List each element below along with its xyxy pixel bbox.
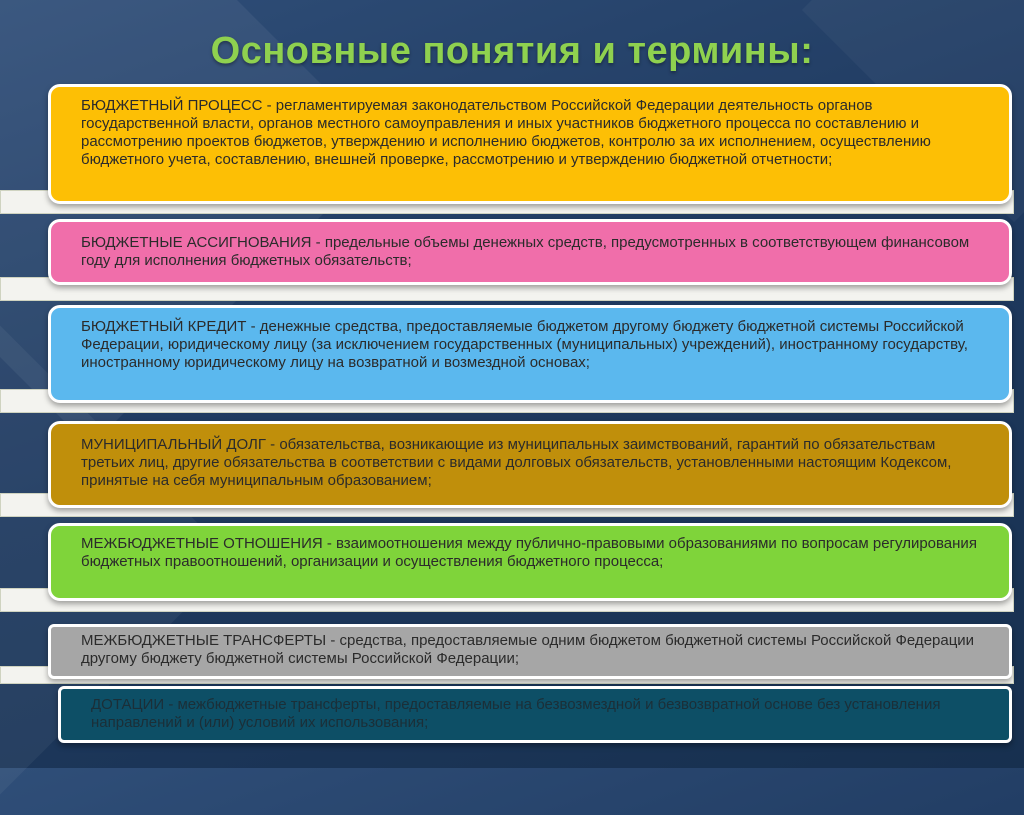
term-text: ДОТАЦИИ - межбюджетные трансферты, предоставляемые на безвозмездной и безвозвратной основе без установления направлений и (или) условий их использования; [91,696,941,731]
term-text: МУНИЦИПАЛЬНЫЙ ДОЛГ - обязательства, возникающие из муниципальных заимствований, гарантий по обязательствам третьих лиц, другие обязательства в соответствии с видами долговых обязательств, установленными настоящим Кодексом, принятые на себя муниципальным образованием; [81,436,952,489]
term-card-interbudget-transfers [48,624,1012,679]
term-card-interbudget-relations [48,523,1012,601]
term-text: БЮДЖЕТНЫЙ ПРОЦЕСС - регламентируемая законодательством Российской Федерации деятельность органов государственной власти, органов местного самоуправления и иных участников бюджетного процесса по составлению и рассмотрению проектов бюджетов, утверждению и исполнению бюджетов, контролю за их исполнением, осуществлению бюджетного учета, составлению, внешней проверке, рассмотрению и утверждению бюджетной отчетности; [81,97,931,168]
term-text: МЕЖБЮДЖЕТНЫЕ ОТНОШЕНИЯ - взаимоотношения между публично-правовыми образованиями по вопросам регулирования бюджетных правоотношений, организации и осуществления бюджетного процесса; [81,535,977,570]
term-card-subsidies [58,686,1012,743]
term-card-budget-credit [48,305,1012,403]
term-text: БЮДЖЕТНЫЕ АССИГНОВАНИЯ - предельные объемы денежных средств, предусмотренных в соответствующем финансовом году для исполнения бюджетных обязательств; [81,234,970,269]
slide-title: Основные понятия и термины: [210,30,814,72]
term-text: БЮДЖЕТНЫЙ КРЕДИТ - денежные средства, предоставляемые бюджетом другому бюджету бюджетной системы Российской Федерации, юридическому лицу (за исключением государственных (муниципальных) учреждений), иностранному государству, иностранному юридическому лицу на возвратной и возмездной основах; [81,318,968,371]
term-text: МЕЖБЮДЖЕТНЫЕ ТРАНСФЕРТЫ - средства, предоставляемые одним бюджетом бюджетной системы Российской Федерации другому бюджету бюджетной системы Российской Федерации; [81,632,975,667]
term-card-municipal-debt [48,421,1012,508]
term-card-budget-allocations [48,219,1012,285]
term-card-budget-process [48,84,1012,204]
